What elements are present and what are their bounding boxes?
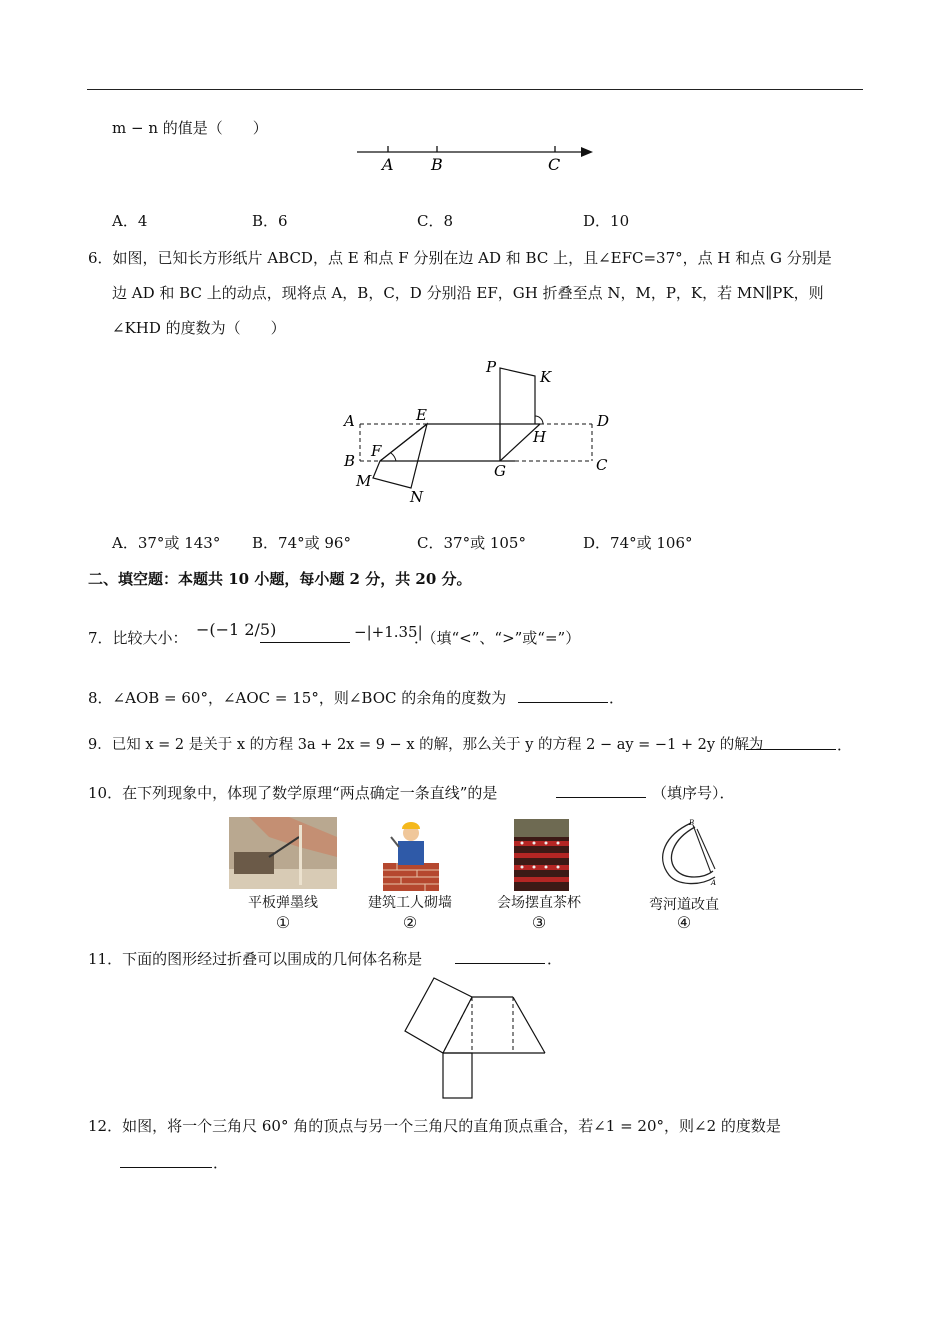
label-A: A [344, 412, 355, 430]
point-B-label: B [431, 155, 443, 174]
q7-prefix: 7．比较大小： [88, 629, 188, 647]
q7-suffix: ．（填“<”、“>”或“=”） [414, 629, 581, 647]
q10-caption-1: 平板弹墨线 [248, 895, 318, 911]
q6-option-a[interactable]: A．37°或 143° [112, 534, 221, 552]
q10-num-4: ④ [676, 913, 692, 932]
header-rule [87, 89, 863, 90]
point-C-label: C [548, 155, 561, 174]
q11-text: 11．下面的图形经过折叠可以围成的几何体名称是 [88, 950, 423, 968]
q6-line1: 6．如图，已知长方形纸片 ABCD，点 E 和点 F 分别在边 AD 和 BC 上，且∠EFC=37°，点 H 和点 G 分别是 [88, 249, 832, 267]
label-F: F [371, 442, 382, 460]
q5-option-c[interactable]: C．8 [417, 212, 454, 230]
label-K: K [540, 368, 552, 386]
q12-end: ． [213, 1154, 229, 1172]
river-label-A: A [711, 879, 717, 887]
q10-end: （填序号）． [652, 784, 735, 802]
q11-end: ． [547, 950, 563, 968]
label-E: E [416, 406, 427, 424]
q9-end: ． [837, 736, 853, 754]
q5-stem: m − n 的值是（ ） [112, 119, 268, 137]
q6-option-c[interactable]: C．37°或 105° [417, 534, 526, 552]
bricklayer-cartoon [381, 819, 441, 891]
q12-answer-blank [120, 1153, 212, 1173]
label-G: G [494, 462, 506, 480]
q10-answer-blank [556, 783, 646, 803]
q5-option-d[interactable]: D．10 [583, 212, 630, 230]
q6-option-b[interactable]: B．74°或 96° [252, 534, 351, 552]
q10-caption-3: 会场摆直茶杯 [497, 895, 581, 911]
q6-line3: ∠KHD 的度数为（ ） [112, 319, 286, 337]
q12-line1: 12．如图，将一个三角尺 60° 角的顶点与另一个三角尺的直角顶点重合，若∠1 = 20°，则∠2 的度数是 [88, 1117, 781, 1135]
q10-caption-4: 弯河道改直 [649, 897, 719, 913]
label-D: D [597, 412, 610, 430]
q9-text: 9．已知 x = 2 是关于 x 的方程 3a + 2x = 9 − x 的解，那么关于 y 的方程 2 − ay = −1 + 2y 的解为 [88, 737, 764, 753]
q7-expr-right: −|+1.35| [354, 623, 423, 641]
label-C: C [596, 456, 608, 474]
label-N: N [410, 488, 424, 506]
conference-cups-photo [514, 819, 569, 891]
q11-answer-blank [455, 949, 545, 969]
q6-option-d[interactable]: D．74°或 106° [583, 534, 693, 552]
river-label-B: B [689, 819, 695, 827]
label-M: M [356, 472, 372, 490]
q8-text: 8．∠AOB = 60°，∠AOC = 15°，则∠BOC 的余角的度数为 [88, 689, 507, 707]
q5-option-a[interactable]: A．4 [112, 212, 148, 230]
q6-line2: 边 AD 和 BC 上的动点，现将点 A，B，C，D 分别沿 EF，GH 折叠至点 N，M，P，K，若 MN∥PK，则 [112, 284, 824, 302]
q10-num-1: ① [275, 913, 291, 932]
q10-num-3: ③ [531, 913, 547, 932]
section-2-title: 二、填空题：本题共 10 小题，每小题 2 分，共 20 分。 [88, 570, 472, 588]
folding-rectangle-figure [340, 358, 620, 508]
label-H: H [533, 428, 547, 446]
q5-option-b[interactable]: B．6 [252, 212, 288, 230]
q10-caption-2: 建筑工人砌墙 [368, 895, 452, 911]
q10-text: 10．在下列现象中，体现了数学原理“两点确定一条直线”的是 [88, 784, 498, 802]
prism-net-figure [400, 975, 550, 1103]
label-P: P [486, 358, 497, 376]
q7-answer-blank [260, 628, 350, 648]
label-B: B [344, 452, 356, 470]
river-straighten-sketch [655, 817, 719, 891]
number-line [355, 140, 600, 176]
point-A-label: A [382, 155, 394, 174]
q7-expr-left: −(−1 2/5) [196, 620, 277, 639]
q8-end: ． [609, 689, 625, 707]
ink-line-photo [229, 817, 337, 889]
q9-answer-blank [746, 735, 836, 755]
q8-answer-blank [518, 688, 608, 708]
q10-num-2: ② [402, 913, 418, 932]
